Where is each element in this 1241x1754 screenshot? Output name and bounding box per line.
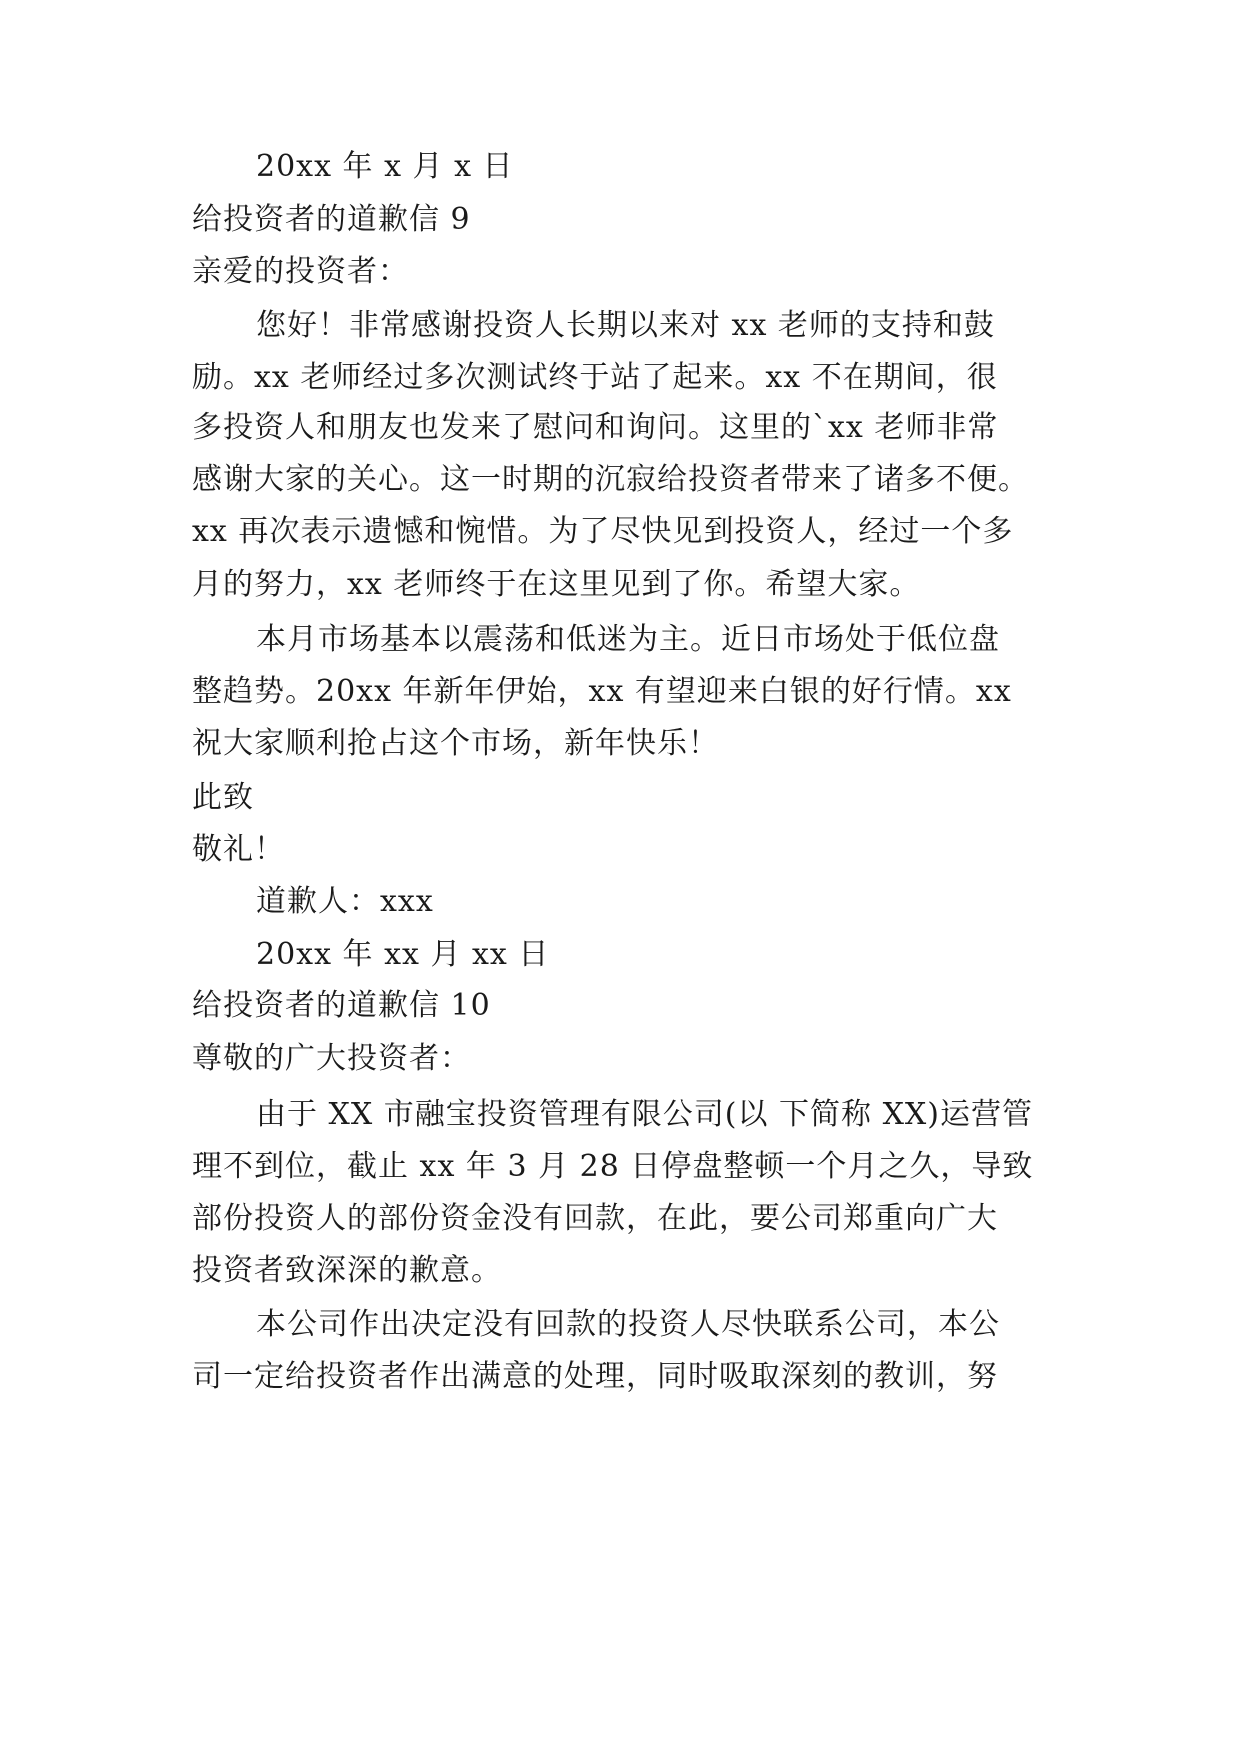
salutation: 亲爱的投资者：: [192, 254, 409, 289]
paragraph-line: 部份投资人的部份资金没有回款，在此，要公司郑重向广大: [192, 1201, 998, 1236]
paragraph-line: 本公司作出决定没有回款的投资人尽快联系公司，本公: [256, 1307, 1000, 1342]
paragraph-line: 感谢大家的关心。这一时期的沉寂给投资者带来了诸多不便。: [192, 462, 1029, 497]
paragraph-line: 理不到位，截止 xx 年 3 月 28 日停盘整顿一个月之久，导致: [192, 1149, 1034, 1184]
date-line: 20xx 年 xx 月 xx 日: [256, 937, 550, 972]
letter-title: 给投资者的道歉信 9: [192, 202, 471, 237]
paragraph-line: 投资者致深深的歉意。: [192, 1253, 502, 1288]
paragraph-line: 多投资人和朋友也发来了慰问和询问。这里的`xx 老师非常: [192, 410, 999, 445]
closing-line: 此致: [192, 780, 254, 815]
paragraph-line: 由于 XX 市融宝投资管理有限公司(以 下简称 XX)运营管: [256, 1097, 1033, 1132]
salutation: 尊敬的广大投资者：: [192, 1041, 471, 1076]
paragraph-line: 祝大家顺利抢占这个市场，新年快乐！: [192, 726, 719, 761]
date-line: 20xx 年 x 月 x 日: [256, 149, 514, 184]
letter-title: 给投资者的道歉信 10: [192, 988, 491, 1023]
paragraph-line: 励。xx 老师经过多次测试终于站了起来。xx 不在期间，很: [192, 360, 998, 395]
paragraph-line: 本月市场基本以震荡和低迷为主。近日市场处于低位盘: [256, 622, 1000, 657]
closing-line: 敬礼！: [192, 832, 285, 867]
paragraph-line: 整趋势。20xx 年新年伊始，xx 有望迎来白银的好行情。xx: [192, 674, 1012, 709]
paragraph-line: 月的努力，xx 老师终于在这里见到了你。希望大家。: [192, 567, 921, 602]
paragraph-line: 司一定给投资者作出满意的处理，同时吸取深刻的教训，努: [192, 1359, 998, 1394]
paragraph-line: 您好！非常感谢投资人长期以来对 xx 老师的支持和鼓: [256, 308, 995, 343]
signature-line: 道歉人：xxx: [256, 884, 434, 919]
paragraph-line: xx 再次表示遗憾和惋惜。为了尽快见到投资人，经过一个多: [192, 514, 1014, 549]
